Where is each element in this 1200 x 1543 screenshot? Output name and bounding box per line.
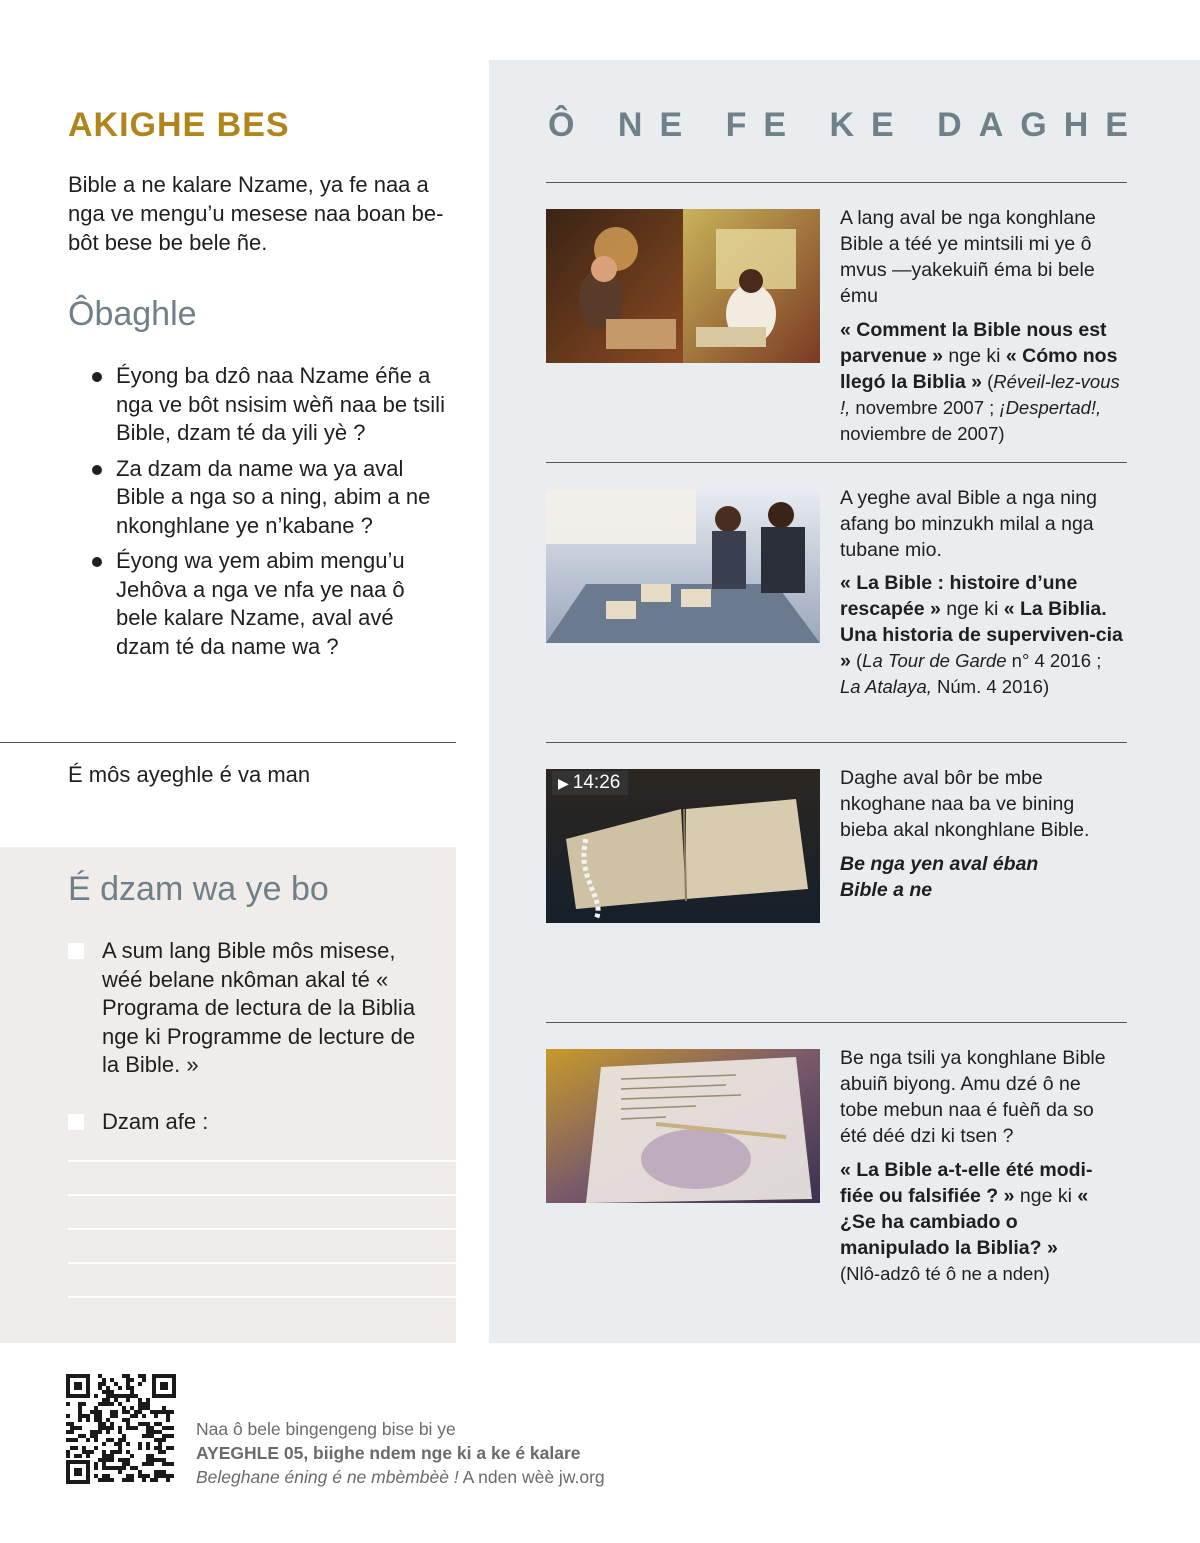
- video-duration: ▶ 14:26: [552, 771, 628, 795]
- todo-panel: [0, 847, 456, 1343]
- review-questions: [90, 362, 445, 668]
- museum-photo[interactable]: [546, 489, 820, 643]
- divider: [0, 742, 456, 743]
- review-question: Éyong wa yem abim mengu’u Jehôva a nga ve nfa ye naa ô bele kalare Nzame, aval avé dzam té da name wa ?: [90, 547, 445, 661]
- extra-question: É môs ayeghle é va man: [68, 762, 311, 787]
- item-description: A lang aval be nga konghlane Bible a téé ye mintsili mi ye ô mvus —yakekuiñ éma bi bele ému: [840, 207, 1096, 307]
- write-in-line[interactable]: [68, 1296, 456, 1298]
- divider: [546, 462, 1127, 463]
- footer-note: Naa ô bele bingengeng bise bi ye AYEGHLE 05, biighe ndem nge ki a ke é kalare Beleghane éning é ne mbèmbèè ! A nden wèè jw.org: [196, 1419, 605, 1487]
- checkbox[interactable]: [68, 943, 84, 959]
- todo-item-other[interactable]: Dzam afe :: [68, 1108, 418, 1137]
- item-description: Daghe aval bôr be mbe nkoghane naa ba ve bining bieba akal nkonghlane Bible.: [840, 767, 1090, 841]
- qr-code-icon[interactable]: [66, 1374, 176, 1484]
- play-icon[interactable]: ▶: [558, 775, 569, 791]
- divider: [546, 742, 1127, 743]
- todo-title: É dzam wa ye bo: [68, 870, 329, 908]
- todo-item-reading[interactable]: A sum lang Bible môs misese, wéé belane nkôman akal té « Programa de lectura de la Biblia nge ki Programme de lecture de la Bible. »: [68, 937, 418, 1080]
- summary-title: AKIGHE BES: [68, 106, 290, 144]
- review-title: Ôbaghle: [68, 295, 197, 333]
- item-description: Be nga tsili ya konghlane Bible abuiñ biyong. Amu dzé ô ne tobe mebun naa é fuèñ da so été déé dzi ki tsen ?: [840, 1047, 1106, 1147]
- explore-title: Ô NE FE KE DAGHE: [548, 106, 1145, 144]
- article-reference[interactable]: « La Bible : histoire d’une rescapée » nge ki « La Biblia. Una historia de superviven-cia » (La Tour de Garde n° 4 2016 ; La Atalaya, Núm. 4 2016): [840, 572, 1123, 697]
- write-in-line[interactable]: [68, 1194, 456, 1196]
- write-in-line[interactable]: [68, 1228, 456, 1230]
- bullet-icon: [92, 465, 102, 475]
- video-thumbnail[interactable]: [546, 769, 820, 923]
- divider: [546, 1022, 1127, 1023]
- article-reference[interactable]: « Comment la Bible nous est parvenue » nge ki « Cómo nos llegó la Biblia » (Réveil-lez-vous !, novembre 2007 ; ¡Despertad!, noviembre de 2007): [840, 319, 1120, 444]
- review-question: Za dzam da name wa ya aval Bible a nga so a ning, abim a ne nkonghlane ye n’kabane ?: [90, 455, 445, 541]
- write-in-line[interactable]: [68, 1262, 456, 1264]
- review-question: Éyong ba dzô naa Nzame éñe a nga ve bôt nsisim wèñ naa be tsili Bible, dzam té da yili yè ?: [90, 362, 445, 448]
- checkbox[interactable]: [68, 1114, 84, 1130]
- manuscript-photo[interactable]: [546, 1049, 820, 1203]
- summary-text: Bible a ne kalare Nzame, ya fe naa a nga ve mengu’u mesese naa boan be-bôt bese be bele ñe.: [68, 172, 444, 255]
- bullet-icon: [92, 557, 102, 567]
- item-description: A yeghe aval Bible a nga ning afang bo minzukh milal a nga tubane mio.: [840, 487, 1097, 561]
- article-reference[interactable]: « La Bible a-t-elle été modi-fiée ou falsifiée ? » nge ki « ¿Se ha cambiado o manipulado la Biblia? » (Nlô-adzô té ô ne a nden): [840, 1159, 1093, 1284]
- write-in-line[interactable]: [68, 1160, 456, 1162]
- video-title-link[interactable]: Be nga yen aval éban Bible a ne: [840, 853, 1039, 901]
- divider: [546, 182, 1127, 183]
- bullet-icon: [92, 372, 102, 382]
- scribe-illustration[interactable]: [546, 209, 820, 363]
